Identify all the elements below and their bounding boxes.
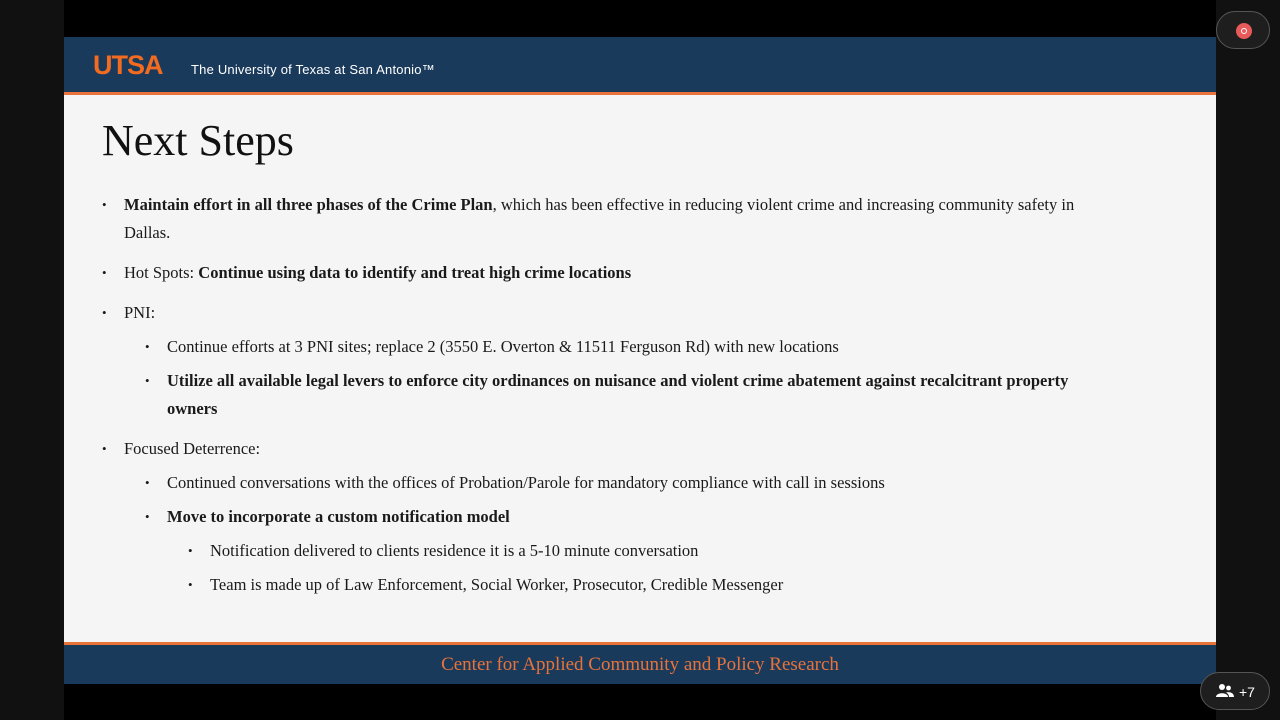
item-text: PNI:	[124, 303, 156, 322]
sub-sub-list-item	[188, 537, 699, 565]
list-item	[102, 435, 261, 463]
bullet-icon: •	[188, 543, 193, 558]
item-text: Continue efforts at 3 PNI sites; replace 2 (3550 E. Overton & 11511 Ferguson Rd) with new locations	[167, 337, 839, 356]
sub-list-item-continuation	[167, 395, 217, 423]
item-bold-text: owners	[167, 399, 218, 418]
recording-button[interactable]	[1216, 11, 1270, 49]
item-bold-text: Maintain effort in all three phases of the Crime Plan	[124, 195, 493, 214]
slide-footer	[64, 642, 1216, 684]
item-bold-text: Move to incorporate a custom notification model	[167, 507, 510, 526]
item-text: Continued conversations with the offices of Probation/Parole for mandatory compliance with call in sessions	[167, 473, 885, 492]
slide-title: Next Steps	[102, 116, 294, 165]
item-text: Hot Spots:	[124, 263, 199, 282]
sub-list-item	[145, 367, 1069, 395]
list-item	[102, 191, 1184, 219]
sub-list-item	[145, 503, 510, 531]
bullet-icon: •	[188, 577, 193, 592]
bullet-icon: •	[145, 339, 150, 354]
bullet-icon: •	[145, 509, 150, 524]
record-icon	[1236, 23, 1252, 39]
slide-header	[64, 37, 1216, 95]
bullet-icon: •	[102, 197, 107, 212]
sub-sub-list-item	[188, 571, 784, 599]
list-item	[102, 299, 156, 327]
bullet-icon: •	[102, 265, 107, 280]
list-item	[102, 259, 632, 287]
footer-text: Center for Applied Community and Policy Research	[441, 654, 839, 675]
university-tagline: The University of Texas at San Antonio™	[191, 62, 435, 77]
participants-count: +7	[1239, 684, 1255, 700]
item-bold-text: Utilize all available legal levers to enforce city ordinances on nuisance and violent crime abatement against recalcitrant property	[167, 371, 1069, 390]
item-text: Team is made up of Law Enforcement, Social Worker, Prosecutor, Credible Messenger	[210, 575, 784, 594]
item-text: Dallas.	[124, 223, 171, 242]
sub-list-item	[145, 469, 885, 497]
bullet-icon: •	[145, 373, 150, 388]
bullet-icon: •	[102, 305, 107, 320]
participants-button[interactable]	[1200, 672, 1270, 710]
item-bold-text: Continue using data to identify and treat high crime locations	[198, 263, 632, 282]
sub-list-item	[145, 333, 839, 361]
presentation-slide	[64, 37, 1216, 684]
bullet-icon: •	[145, 475, 150, 490]
utsa-logo: UTSA	[93, 50, 163, 80]
item-text: Notification delivered to clients residence it is a 5-10 minute conversation	[210, 541, 699, 560]
item-text: Focused Deterrence:	[124, 439, 261, 458]
list-item-continuation	[124, 219, 170, 247]
bullet-icon: •	[102, 441, 107, 456]
item-text: , which has been effective in reducing violent crime and increasing community safety in	[492, 195, 1075, 214]
people-icon	[1216, 683, 1234, 699]
